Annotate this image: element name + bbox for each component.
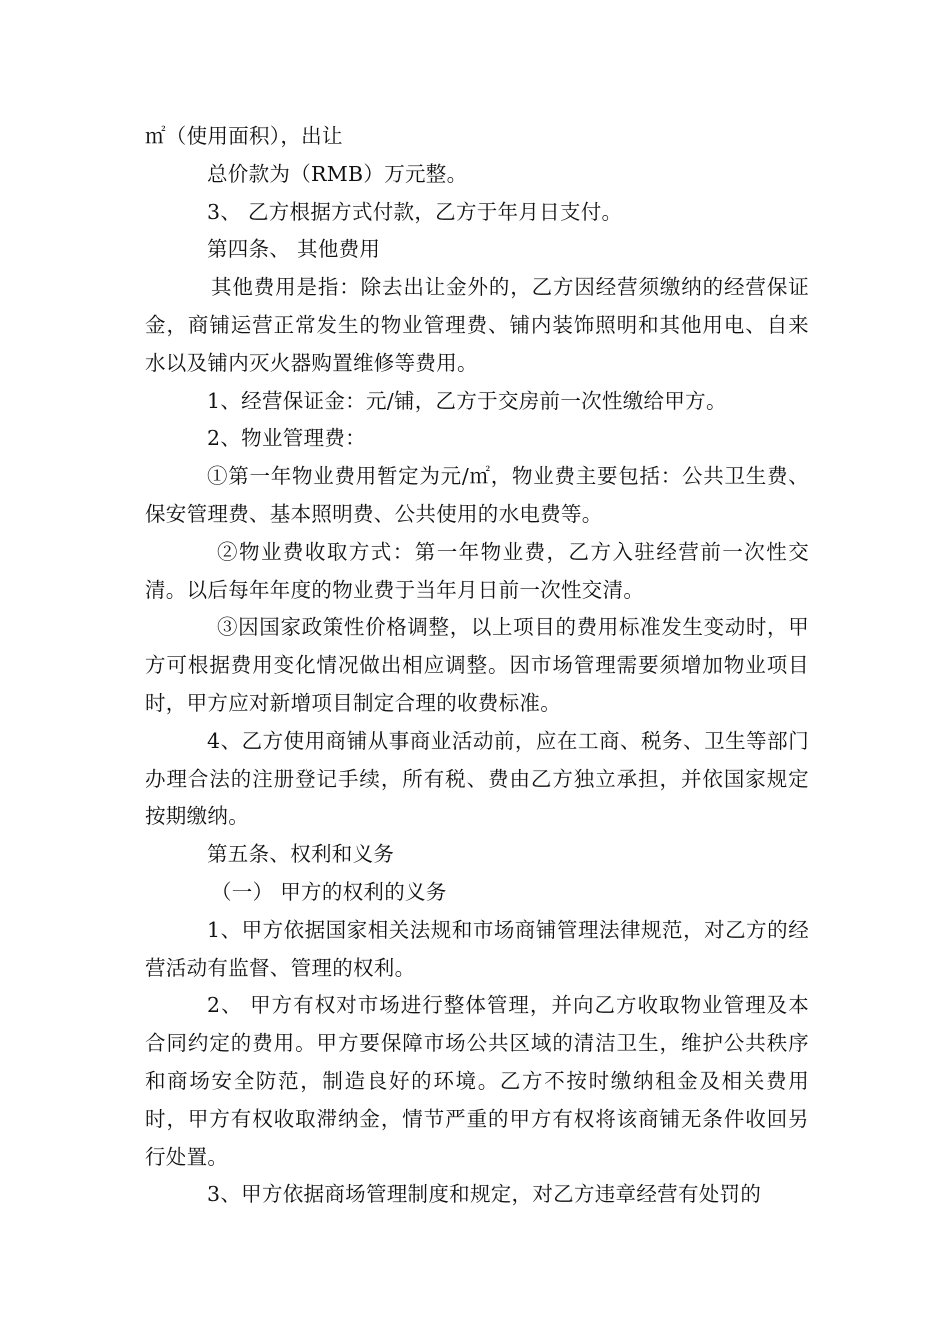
paragraph-party-a-right-1: 1、甲方依据国家相关法规和市场商铺管理法律规范，对乙方的经营活动有监督、管理的权利。: [145, 917, 809, 980]
paragraph-property-fee-1: ①第一年物业费用暂定为元/㎡，物业费主要包括：公共卫生费、保安管理费、基本照明费、公共使用的水电费等。: [145, 464, 809, 526]
paragraph-payment-method: 3、 乙方根据方式付款，乙方于年月日支付。: [207, 199, 623, 224]
paragraph-registration: 4、乙方使用商铺从事商业活动前，应在工商、税务、卫生等部门办理合法的注册登记手续，所有税、费由乙方独立承担，并依国家规定按期缴纳。: [145, 728, 809, 829]
paragraph-other-fees-definition: 其他费用是指：除去出让金外的，乙方因经营须缴纳的经营保证金，商铺运营正常发生的物业管理费、铺内装饰照明和其他用电、自来水以及铺内灭火器购置维修等费用。: [145, 275, 809, 375]
paragraph-deposit: 1、经营保证金：元/铺，乙方于交房前一次性缴给甲方。: [207, 388, 727, 413]
paragraph-property-fee-2: ②物业费收取方式：第一年物业费，乙方入驻经营前一次性交清。以后每年年度的物业费于当年月日前一次性交清。: [145, 539, 809, 602]
paragraph-property-fee-3: ③因国家政策性价格调整，以上项目的费用标准发生变动时，甲方可根据费用变化情况做出相应调整。因市场管理需要须增加物业项目时，甲方应对新增项目制定合理的收费标准。: [145, 615, 809, 715]
paragraph-party-a-right-3: 3、甲方依据商场管理制度和规定，对乙方违章经营有处罚的: [207, 1182, 762, 1207]
heading-article-4: 第四条、 其他费用: [207, 237, 381, 262]
paragraph-area-fragment: ㎡（使用面积），出让: [145, 124, 343, 148]
heading-party-a-rights: （一） 甲方的权利的义务: [211, 879, 447, 904]
document-body: [145, 118, 809, 1214]
paragraph-property-fee-title: 2、物业管理费：: [207, 426, 366, 451]
heading-article-5: 第五条、权利和义务: [207, 842, 395, 867]
paragraph-total-price: 总价款为（RMB）万元整。: [207, 161, 468, 186]
paragraph-party-a-right-2: 2、 甲方有权对市场进行整体管理，并向乙方收取物业管理及本合同约定的费用。甲方要保障市场公共区域的清洁卫生，维护公共秩序和商场安全防范，制造良好的环境。乙方不按时缴纳租金及相关费用时，甲方有权收取滞纳金，情节严重的甲方有权将该商铺无条件收回另行处置。: [145, 993, 809, 1169]
